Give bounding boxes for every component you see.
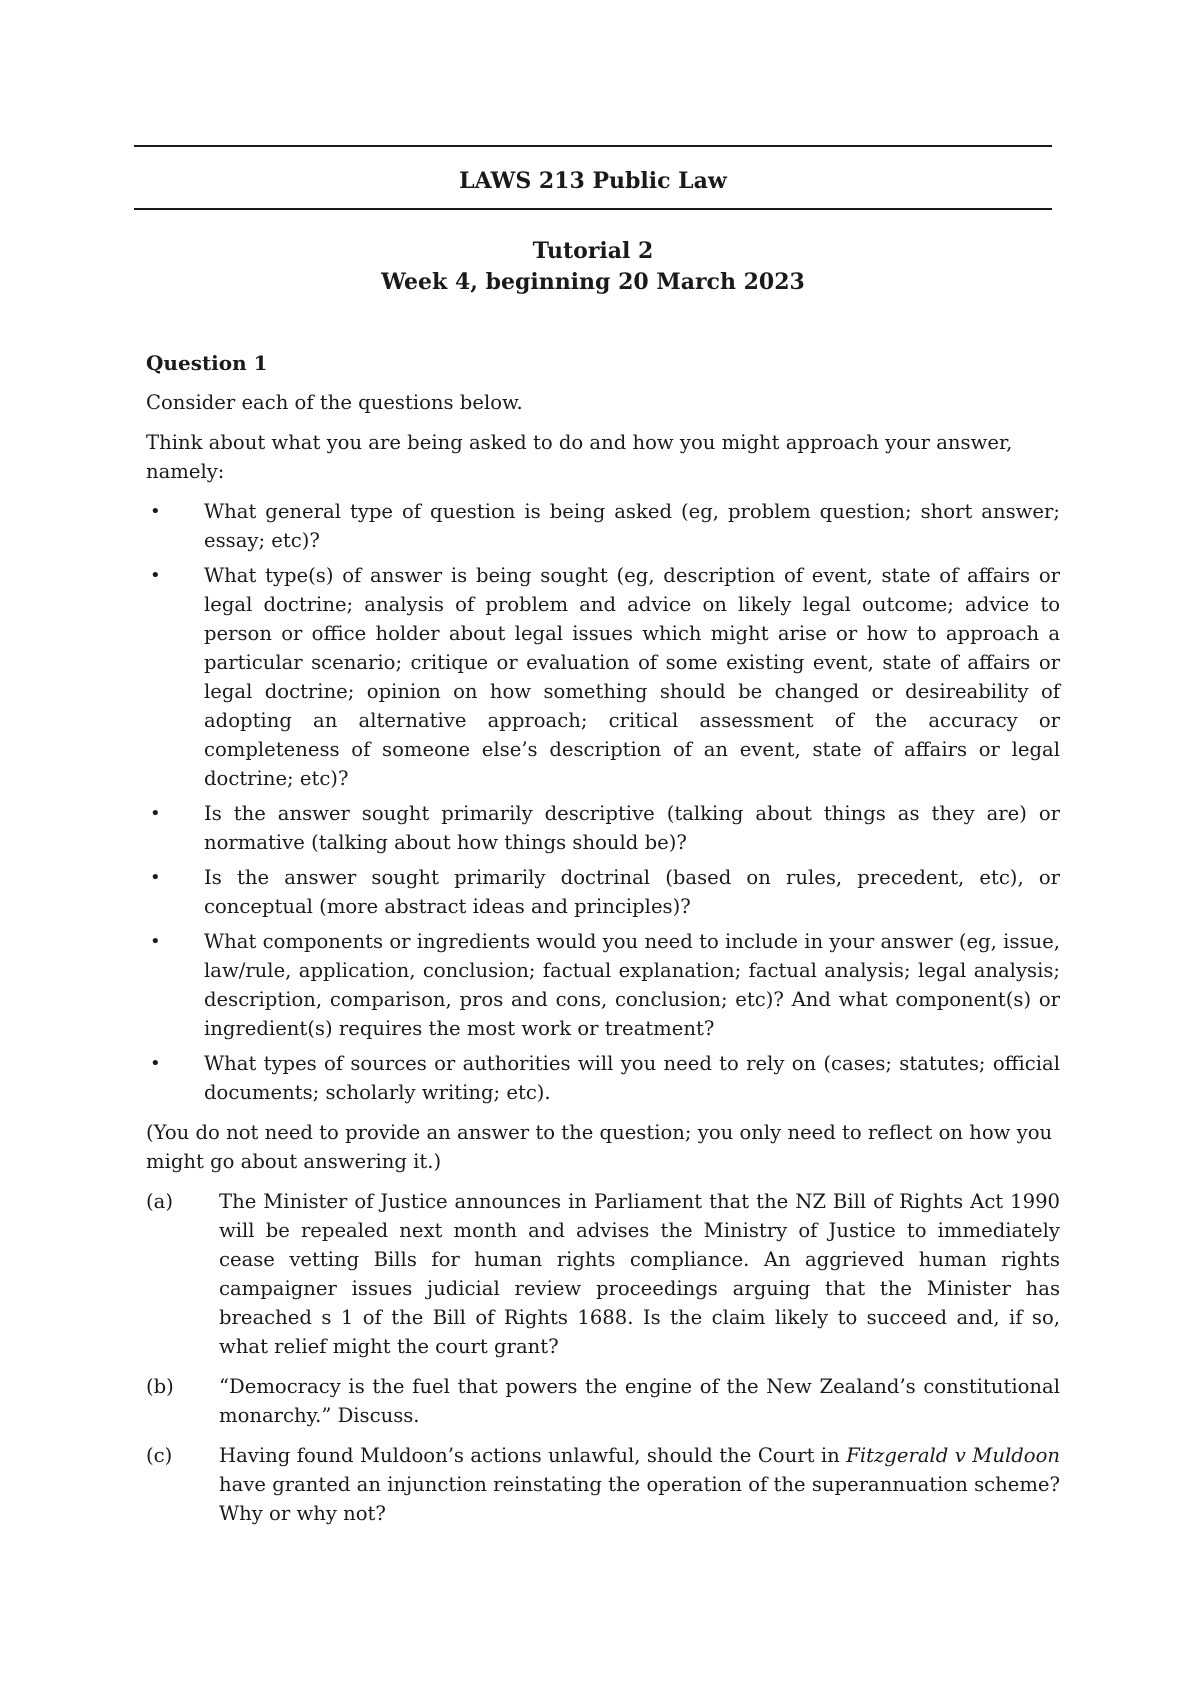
guidance-bullet-text: What type(s) of answer is being sought (eg, description of event, state of affairs or legal doctrine; analysis of problem and advice on likely legal outcome; advice to person or office holder about legal issues which might arise or how to approach a particular scenario; critique or evaluation of some existing event, state of affairs or legal doctrine; opinion on how something should be changed or desireability of adopting an alternative approach; critical assessment of the accuracy or completeness of someone else’s description of an event, state of affairs or legal doctrine; etc)?	[204, 564, 1060, 790]
guidance-bullet	[146, 927, 1060, 1043]
intro-paragraph-1: Consider each of the questions below.	[146, 391, 523, 414]
guidance-bullet	[146, 863, 1060, 921]
subquestion-text-before: Having found Muldoon’s actions unlawful, should the Court in	[219, 1444, 847, 1467]
guidance-bullet	[146, 799, 1060, 857]
tutorial-week: Week 4, beginning 20 March 2023	[381, 269, 805, 295]
tutorial-title: Tutorial 2	[532, 238, 654, 264]
case-name: Fitzgerald v Muldoon	[846, 1444, 1060, 1467]
question-1-section	[146, 348, 1060, 1539]
course-title: LAWS 213 Public Law	[459, 168, 727, 194]
subquestion-text-after: have granted an injunction reinstating the operation of the superannuation scheme? Why or why not?	[219, 1473, 1060, 1525]
guidance-bullet-list	[146, 497, 1060, 1107]
bullet-icon: •	[150, 931, 161, 952]
bullet-icon: •	[150, 565, 161, 586]
guidance-bullet-text: Is the answer sought primarily doctrinal (based on rules, precedent, etc), or conceptual (more abstract ideas and principles)?	[204, 866, 1060, 918]
intro-paragraph-2: Think about what you are being asked to do and how you might approach your answer, namely:	[146, 431, 1013, 483]
tutorial-heading-block	[134, 236, 1052, 298]
bullet-icon: •	[150, 803, 161, 824]
question-heading: Question 1	[146, 351, 268, 375]
guidance-bullet-text: What general type of question is being asked (eg, problem question; short answer; essay; etc)?	[204, 500, 1060, 552]
subquestion-text: “Democracy is the fuel that powers the engine of the New Zealand’s constitutional monarchy.” Discuss.	[219, 1375, 1060, 1427]
subquestion-a	[146, 1187, 1060, 1361]
subquestion-label: (b)	[146, 1375, 174, 1398]
subquestion-list	[146, 1187, 1060, 1528]
bullet-icon: •	[150, 1053, 161, 1074]
bullet-icon: •	[150, 501, 161, 522]
guidance-bullet-text: What components or ingredients would you need to include in your answer (eg, issue, law/rule, application, conclusion; factual explanation; factual analysis; legal analysis; description, comparison, pros and cons, conclusion; etc)? And what component(s) or ingredient(s) requires the most work or treatment?	[204, 930, 1060, 1040]
subquestion-b	[146, 1372, 1060, 1430]
bullet-icon: •	[150, 867, 161, 888]
subquestion-label: (a)	[146, 1190, 173, 1213]
subquestion-text: The Minister of Justice announces in Parliament that the NZ Bill of Rights Act 1990 will be repealed next month and advises the Ministry of Justice to immediately cease vetting Bills for human rights compliance. An aggrieved human rights campaigner issues judicial review proceedings arguing that the Minister has breached s 1 of the Bill of Rights 1688. Is the claim likely to succeed and, if so, what relief might the court grant?	[219, 1190, 1060, 1358]
guidance-bullet	[146, 497, 1060, 555]
header-top-rule	[134, 145, 1052, 147]
guidance-bullet-text: Is the answer sought primarily descriptive (talking about things as they are) or normative (talking about how things should be)?	[204, 802, 1060, 854]
guidance-bullet-text: What types of sources or authorities will you need to rely on (cases; statutes; official documents; scholarly writing; etc).	[204, 1052, 1060, 1104]
note-paragraph: (You do not need to provide an answer to the question; you only need to reflect on how you might go about answering it.)	[146, 1121, 1053, 1173]
guidance-bullet	[146, 1049, 1060, 1107]
header-bottom-rule	[134, 208, 1052, 210]
subquestion-c	[146, 1441, 1060, 1528]
subquestion-label: (c)	[146, 1444, 173, 1467]
guidance-bullet	[146, 561, 1060, 793]
